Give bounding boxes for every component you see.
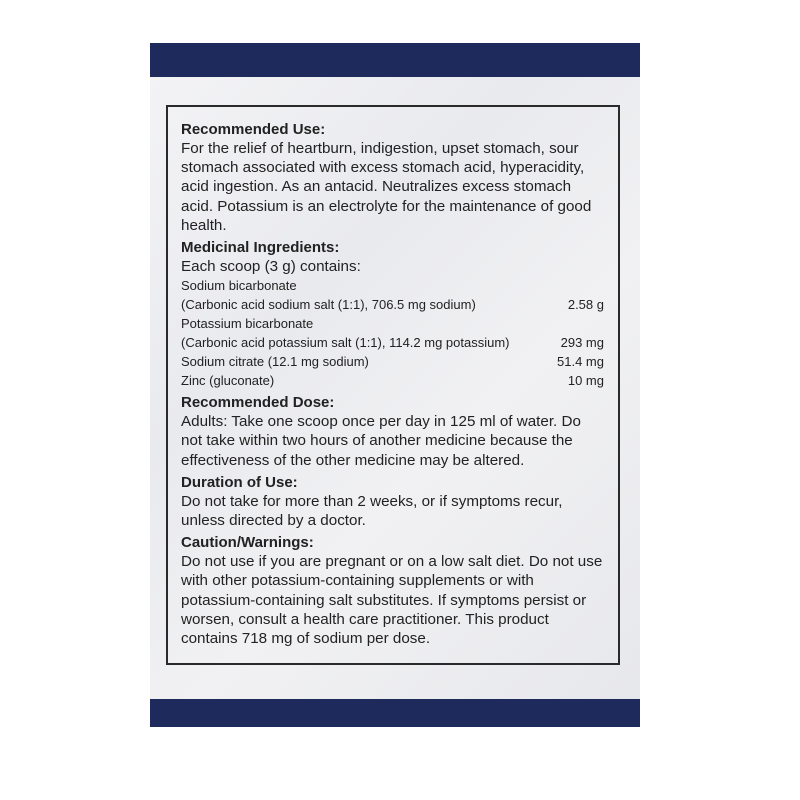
ingredient-name: Zinc (gluconate) — [181, 373, 275, 389]
recommended-dose-section — [181, 394, 606, 470]
ingredient-amount: 51.4 mg — [557, 354, 604, 370]
top-color-band — [150, 43, 640, 77]
ingredient-detail: (Carbonic acid potassium salt (1:1), 114.2 mg potassium) — [181, 335, 510, 351]
ingredient-name: Potassium bicarbonate — [181, 316, 314, 332]
recommended-use-heading: Recommended Use: — [181, 121, 326, 138]
recommended-use-section — [181, 121, 606, 235]
medicinal-ingredients-heading: Medicinal Ingredients: — [181, 239, 340, 257]
label-panel — [166, 105, 620, 665]
bottom-color-band — [150, 699, 640, 727]
duration-of-use-section — [181, 474, 606, 530]
ingredient-name: Sodium bicarbonate — [181, 278, 297, 294]
medicinal-ingredients-section — [181, 239, 606, 390]
ingredient-row — [181, 371, 606, 390]
ingredient-row — [181, 333, 606, 352]
ingredient-amount: 10 mg — [567, 373, 604, 389]
ingredient-amount: 2.58 g — [567, 297, 604, 313]
caution-warnings-section — [181, 534, 606, 648]
duration-of-use-text: Do not take for more than 2 weeks, or if symptoms recur, unless directed by a doctor. — [181, 492, 563, 530]
recommended-use-text: For the relief of heartburn, indigestion, upset stomach, sour stomach associated with excess stomach acid, hyperacidity, acid ingestion. As an antacid. Neutralizes excess stomach acid. Potassium is an electrolyte for the maintenance of good health. — [181, 140, 592, 234]
recommended-dose-text: Adults: Take one scoop once per day in 125 ml of water. Do not take within two hours of another medicine because the effectiveness of the other medicine may be altered. — [181, 413, 581, 469]
ingredients-intro: Each scoop (3 g) contains: — [181, 258, 361, 276]
duration-of-use-heading: Duration of Use: — [181, 473, 298, 491]
ingredient-row — [181, 352, 606, 371]
product-package — [150, 43, 640, 727]
recommended-dose-heading: Recommended Dose: — [181, 394, 335, 412]
ingredient-detail: (Carbonic acid sodium salt (1:1), 706.5 mg sodium) — [181, 297, 476, 313]
caution-warnings-heading: Caution/Warnings: — [181, 534, 314, 552]
ingredient-name: Sodium citrate (12.1 mg sodium) — [181, 354, 369, 370]
caution-warnings-text: Do not use if you are pregnant or on a low salt diet. Do not use with other potassium-containing supplements or with potassium-containing salt substitutes. If symptoms persist or worsen, consult a health care practitioner. This product contains 718 mg of sodium per dose. — [181, 553, 603, 648]
ingredient-row — [181, 295, 606, 314]
ingredient-amount: 293 mg — [560, 335, 604, 351]
